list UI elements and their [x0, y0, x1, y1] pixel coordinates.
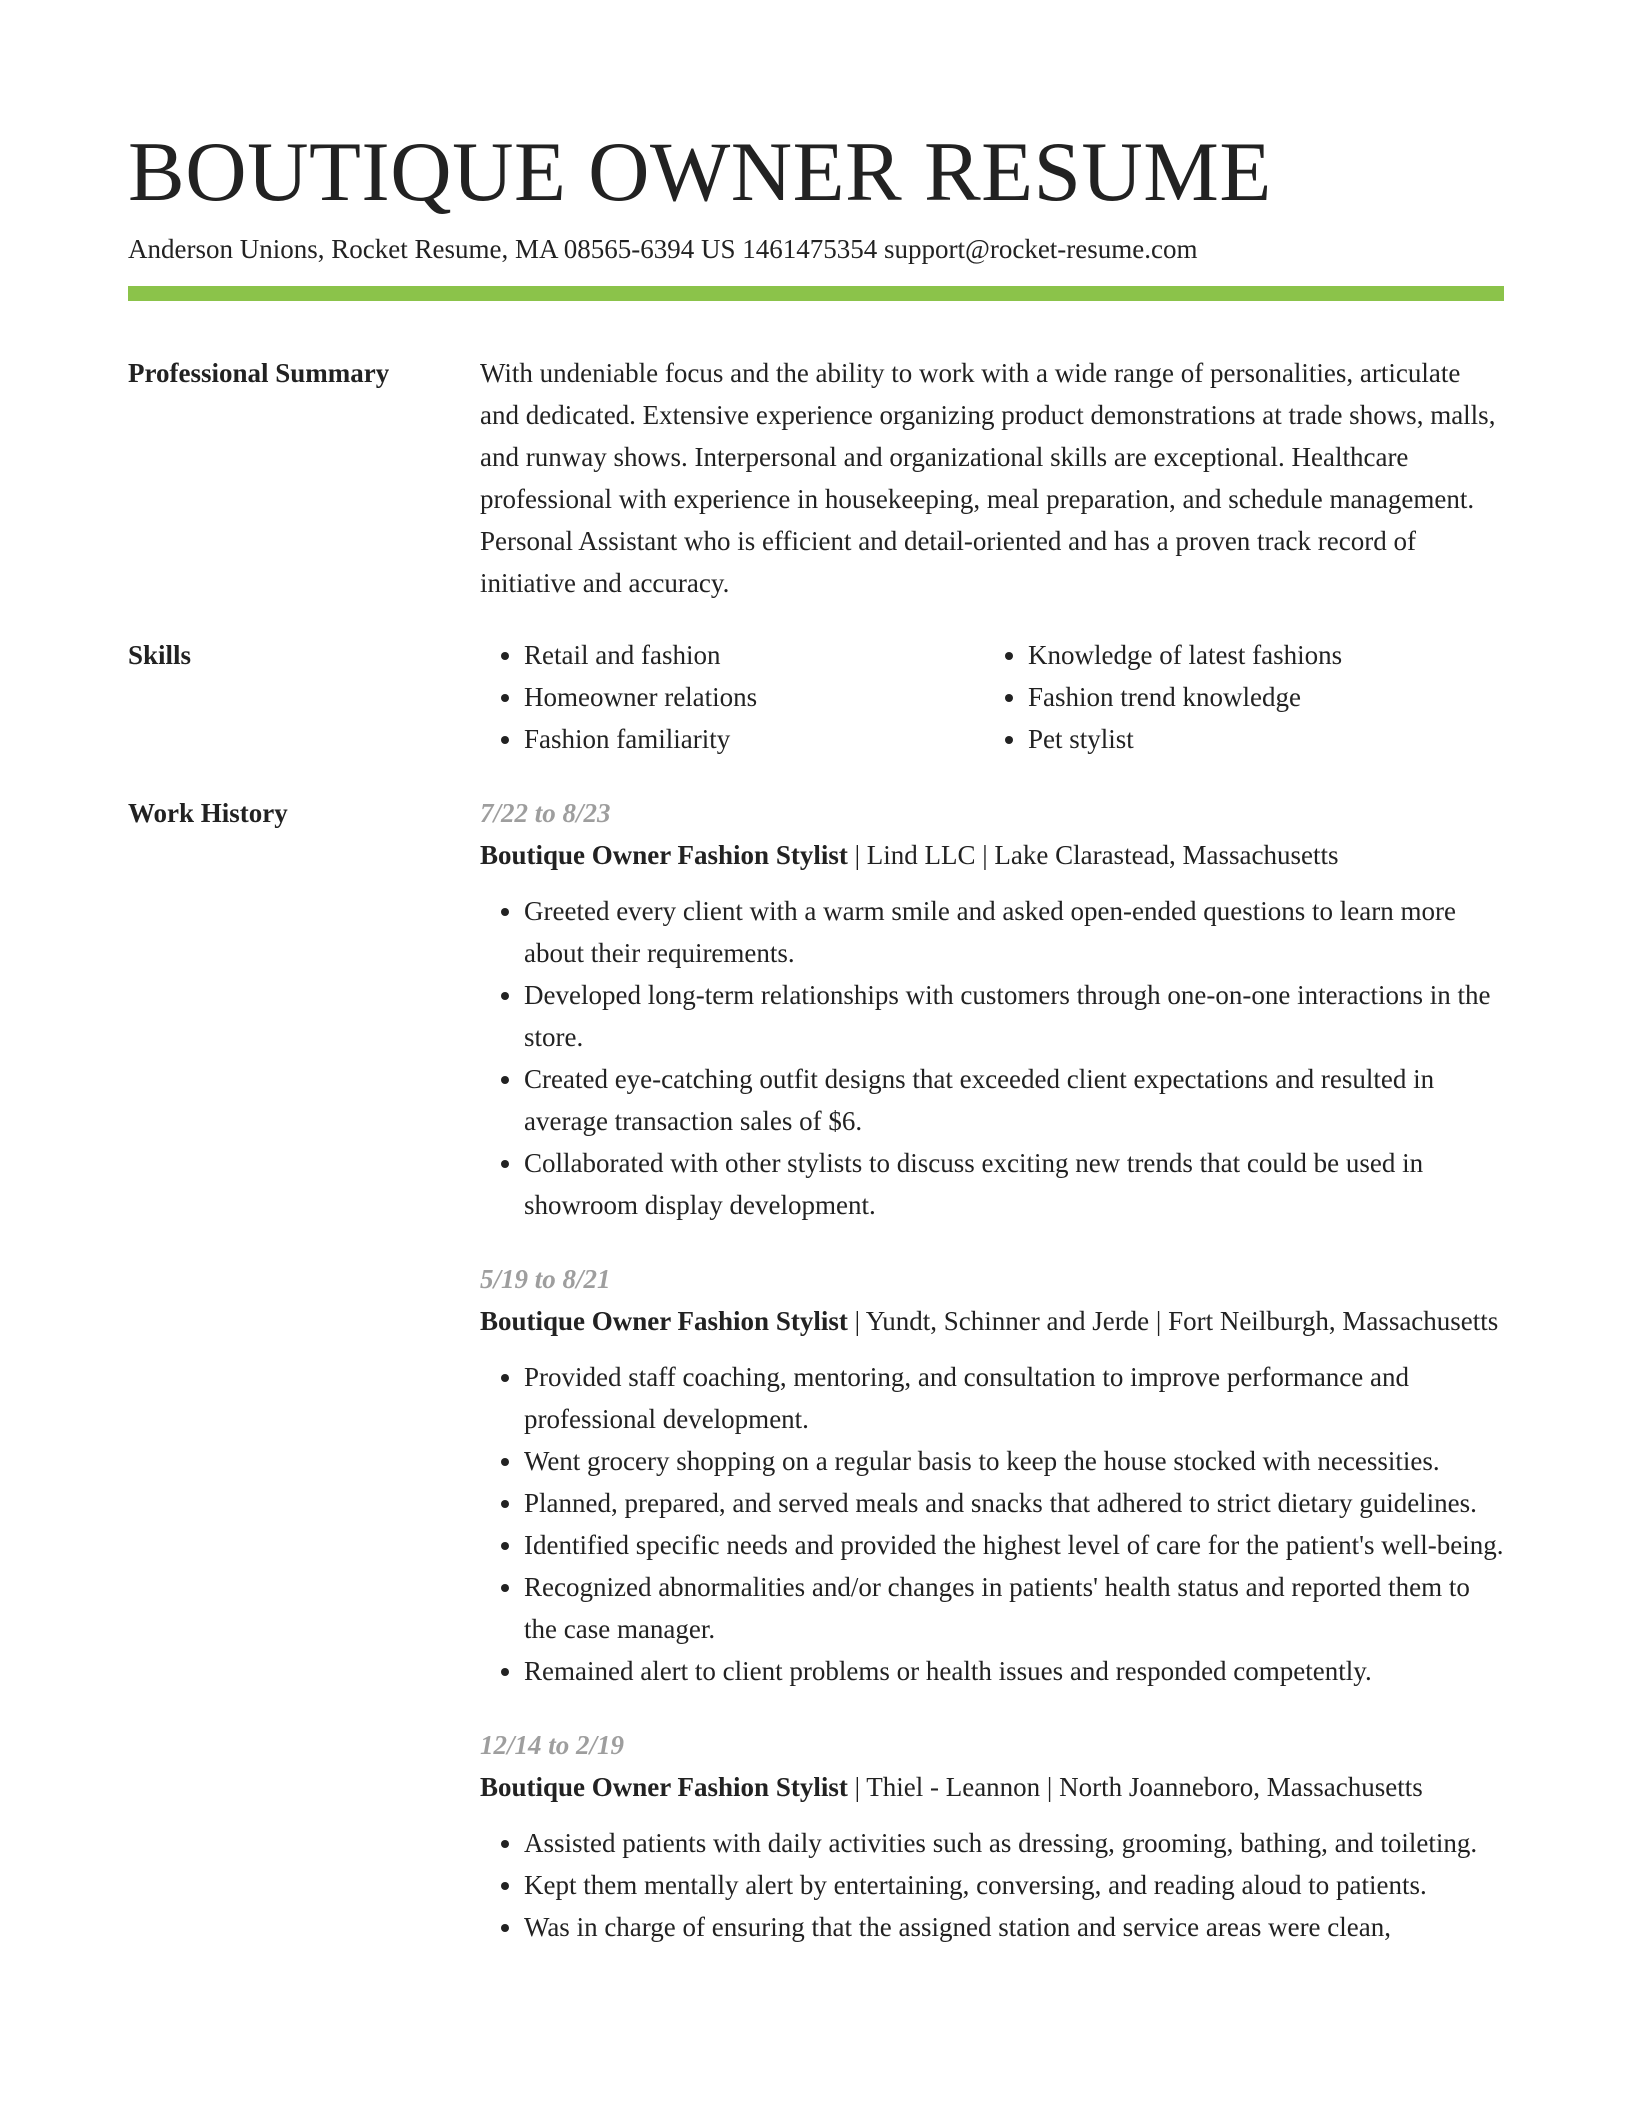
- job-role: Boutique Owner Fashion Stylist: [480, 1306, 848, 1336]
- work-history-body: [480, 792, 1504, 1980]
- contact-info: Anderson Unions, Rocket Resume, MA 08565-6394 US 1461475354 support@rocket-resume.com: [128, 234, 1198, 264]
- job-entry: [480, 1724, 1504, 1948]
- summary-body: [480, 352, 1504, 604]
- job-bullet: • Remained alert to client problems or health issues and responded competently.: [524, 1650, 1504, 1692]
- work-history-label: Work History: [128, 798, 288, 828]
- skills-label: Skills: [128, 640, 192, 670]
- job-bullet: • Recognized abnormalities and/or changes in patients' health status and reported them to the case manager.: [524, 1566, 1504, 1650]
- job-role: Boutique Owner Fashion Stylist: [480, 840, 848, 870]
- skill-item: • Knowledge of latest fashions: [1028, 634, 1488, 676]
- job-entry: [480, 1258, 1504, 1692]
- job-title-line: [480, 1766, 1504, 1808]
- summary-text: With undeniable focus and the ability to work with a wide range of personalities, articulate and dedicated. Extensive experience organizing product demonstrations at trade shows, malls, and runway shows. Interpersonal and organizational skills are exceptional. Healthcare professional with experience in housekeeping, meal preparation, and schedule management. Personal Assistant who is efficient and detail-oriented and has a proven track record of initiative and accuracy.: [480, 358, 1496, 598]
- skill-item: • Homeowner relations: [524, 676, 984, 718]
- skills-list-left: [480, 634, 984, 760]
- job-bullets: [480, 890, 1504, 1226]
- job-role: Boutique Owner Fashion Stylist: [480, 1772, 848, 1802]
- skill-item: • Retail and fashion: [524, 634, 984, 676]
- skills-body: [480, 634, 1504, 760]
- job-bullet: • Went grocery shopping on a regular basis to keep the house stocked with necessities.: [524, 1440, 1504, 1482]
- job-bullet: • Assisted patients with daily activities such as dressing, grooming, bathing, and toileting.: [524, 1822, 1504, 1864]
- job-details: | Thiel - Leannon | North Joanneboro, Massachusetts: [847, 1772, 1423, 1802]
- job-bullet: • Collaborated with other stylists to discuss exciting new trends that could be used in showroom display development.: [524, 1142, 1504, 1226]
- summary-label: Professional Summary: [128, 358, 390, 388]
- job-dates: 12/14 to 2/19: [480, 1730, 625, 1760]
- job-bullet: • Identified specific needs and provided the highest level of care for the patient's well-being.: [524, 1524, 1504, 1566]
- job-bullet: • Was in charge of ensuring that the assigned station and service areas were clean,: [524, 1906, 1504, 1948]
- skills-list-right: [984, 634, 1488, 760]
- job-title-line: [480, 834, 1504, 876]
- job-details: | Lind LLC | Lake Clarastead, Massachusetts: [847, 840, 1339, 870]
- accent-divider: [128, 286, 1504, 301]
- skill-item: • Fashion trend knowledge: [1028, 676, 1488, 718]
- skills-columns: [480, 634, 1504, 760]
- job-bullet: • Greeted every client with a warm smile and asked open-ended questions to learn more about their requirements.: [524, 890, 1504, 974]
- job-bullet: • Planned, prepared, and served meals and snacks that adhered to strict dietary guidelines.: [524, 1482, 1504, 1524]
- job-dates: 5/19 to 8/21: [480, 1264, 611, 1294]
- job-bullet: • Developed long-term relationships with customers through one-on-one interactions in the store.: [524, 974, 1504, 1058]
- job-bullets: [480, 1822, 1504, 1948]
- job-details: | Yundt, Schinner and Jerde | Fort Neilburgh, Massachusetts: [847, 1306, 1499, 1336]
- job-bullets: [480, 1356, 1504, 1692]
- skill-item: • Pet stylist: [1028, 718, 1488, 760]
- job-title-line: [480, 1300, 1504, 1342]
- resume-title: BOUTIQUE OWNER RESUME: [128, 125, 1272, 219]
- job-dates: 7/22 to 8/23: [480, 798, 611, 828]
- job-bullet: • Kept them mentally alert by entertaining, conversing, and reading aloud to patients.: [524, 1864, 1504, 1906]
- job-entry: [480, 792, 1504, 1226]
- job-bullet: • Provided staff coaching, mentoring, and consultation to improve performance and professional development.: [524, 1356, 1504, 1440]
- skill-item: • Fashion familiarity: [524, 718, 984, 760]
- job-bullet: • Created eye-catching outfit designs that exceeded client expectations and resulted in average transaction sales of $6.: [524, 1058, 1504, 1142]
